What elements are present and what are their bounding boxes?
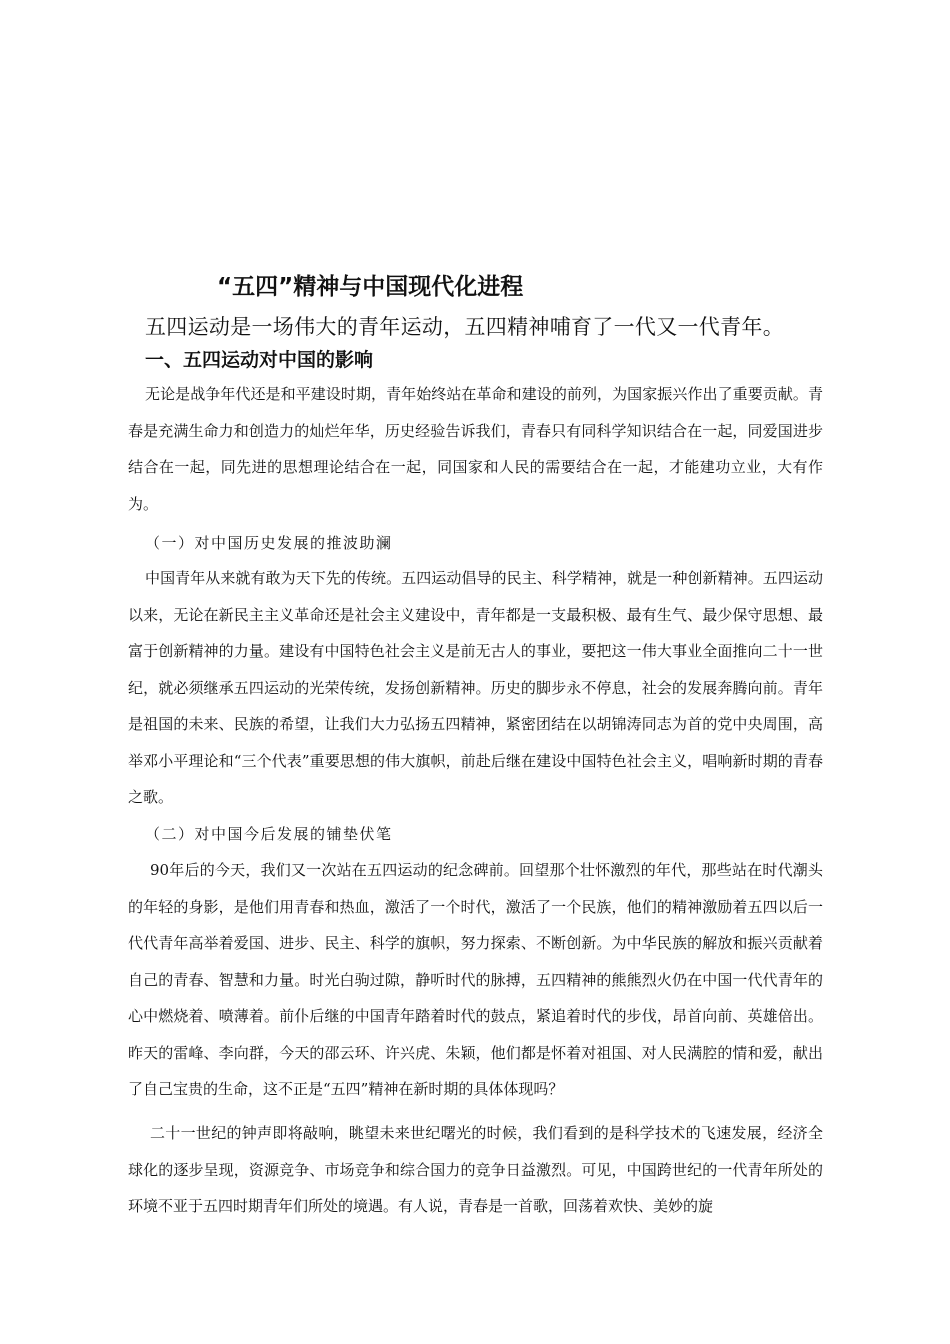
intro-paragraph: 无论是战争年代还是和平建设时期，青年始终站在革命和建设的前列，为国家振兴作出了重要贡献。青春是充满生命力和创造力的灿烂年华，历史经验告诉我们，青春只有同科学知识结合在一起，同爱国进步结合在一起，同先进的思想理论结合在一起，同国家和人民的需要结合在一起，才能建功立业，大有作为。 (128, 385, 823, 513)
subsection-1-paragraph: 中国青年从来就有敢为天下先的传统。五四运动倡导的民主、科学精神，就是一种创新精神。五四运动以来，无论在新民主主义革命还是社会主义建设中，青年都是一支最积极、最有生气、最少保守思想、最富于创新精神的力量。建设有中国特色社会主义是前无古人的事业，要把这一伟大事业全面推向二十一世纪，就必须继承五四运动的光荣传统，发扬创新精神。历史的脚步永不停息，社会的发展奔腾向前。青年是祖国的未来、民族的希望，让我们大力弘扬五四精神，紧密团结在以胡锦涛同志为首的党中央周围，高举邓小平理论和“三个代表”重要思想的伟大旗帜，前赴后继在建设中国特色社会主义，唱响新时期的青春之歌。 (128, 569, 823, 806)
subsection-2-paragraph-1: 90年后的今天，我们又一次站在五四运动的纪念碑前。回望那个壮怀激烈的年代，那些站在时代潮头的年轻的身影，是他们用青春和热血，激活了一个时代，激活了一个民族，他们的精神激励着五四以后一代代青年高举着爱国、进步、民主、科学的旗帜，努力探索、不断创新。为中华民族的解放和振兴贡献着自己的青春、智慧和力量。时光白驹过隙，静听时代的脉搏，五四精神的熊熊烈火仍在中国一代代青年的心中燃烧着、喷薄着。前仆后继的中国青年踏着时代的鼓点，紧追着时代的步伐，昂首向前、英雄倍出。昨天的雷峰、李向群，今天的邵云环、许兴虎、朱颖，他们都是怀着对祖国、对人民满腔的情和爱，献出了自己宝贵的生命，这不正是“五四”精神在新时期的具体体现吗？ (128, 861, 823, 1098)
section-heading-1: 一、五四运动对中国的影响 (145, 349, 374, 371)
document-subtitle: 五四运动是一场伟大的青年运动，五四精神哺育了一代又一代青年。 (145, 315, 784, 339)
subsection-2-paragraph-2: 二十一世纪的钟声即将敲响，眺望未来世纪曙光的时候，我们看到的是科学技术的飞速发展，经济全球化的逐步呈现，资源竞争、市场竞争和综合国力的竞争日益激烈。可见，中国跨世纪的一代青年所处的环境不亚于五四时期青年们所处的境遇。有人说，青春是一首歌，回荡着欢快、美妙的旋 (128, 1124, 823, 1215)
subsection-heading-2: （二）对中国今后发展的铺垫伏笔 (145, 825, 393, 843)
document-title: “五四”精神与中国现代化进程 (217, 274, 524, 300)
subsection-heading-1: （一）对中国历史发展的推波助澜 (145, 534, 393, 552)
